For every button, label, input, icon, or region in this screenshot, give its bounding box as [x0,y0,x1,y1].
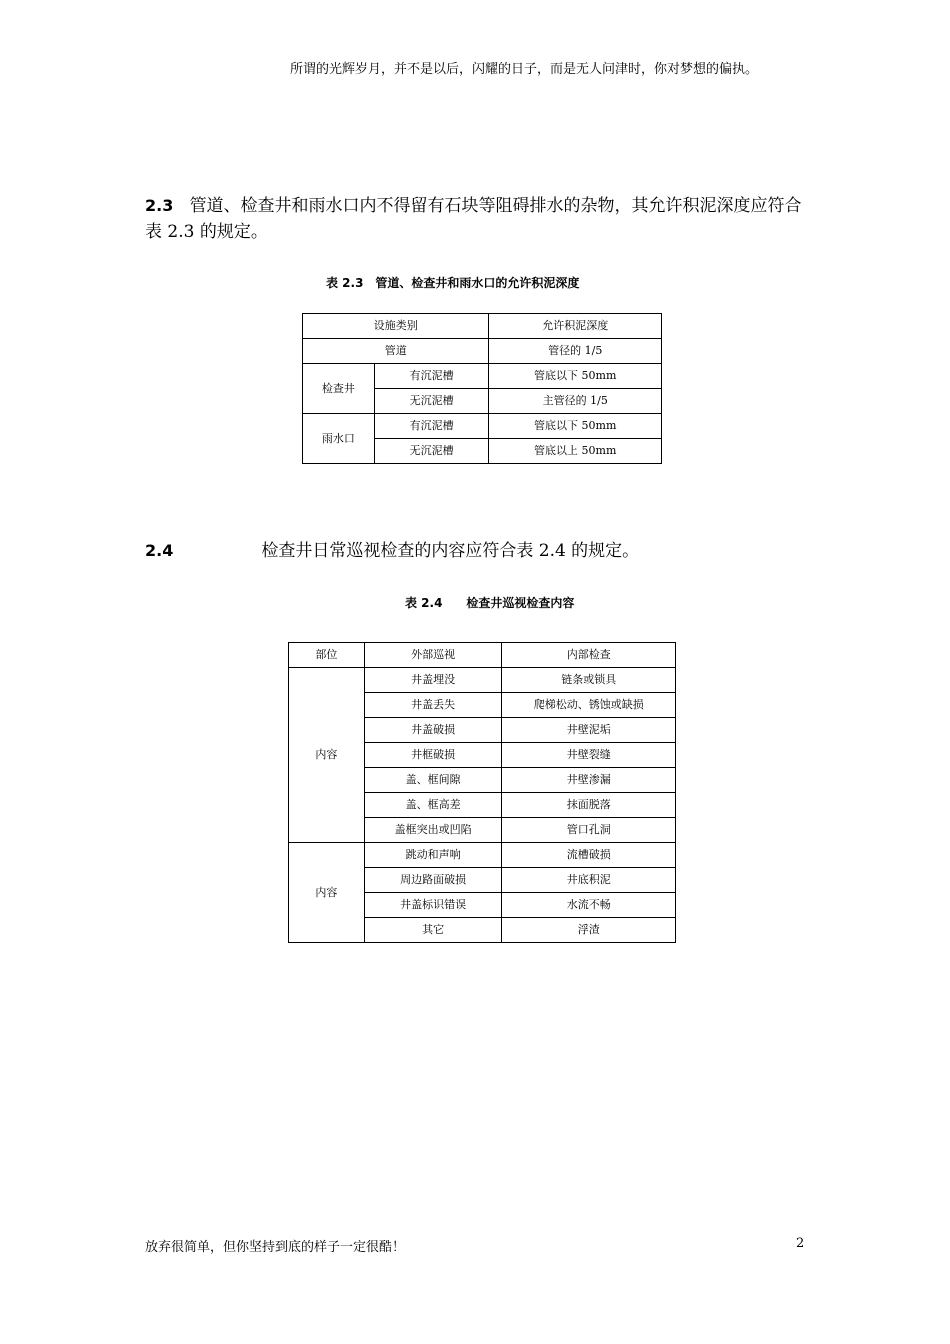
table-cell: 管口孔洞 [502,818,676,843]
table-cell: 井盖埋没 [364,668,502,693]
table-cell: 无沉泥槽 [374,439,489,464]
table-2-3-caption: 表 2.3 管道、检查井和雨水口的允许积泥深度 [326,276,580,290]
table-cell: 井壁渗漏 [502,768,676,793]
table-row [303,339,662,364]
table-cell: 有沉泥槽 [374,364,489,389]
footer-motto: 放弃很简单，但你坚持到底的样子一定很酷！ [145,1240,406,1255]
table-header-row [303,314,662,339]
table-2-4-caption: 表 2.4 检查井巡视检查内容 [405,596,575,610]
table-header-row [289,643,676,668]
table-cell: 其它 [364,918,502,943]
table-cell: 井壁裂缝 [502,743,676,768]
header-cell: 允许积泥深度 [489,314,662,339]
header-cell: 设施类别 [303,314,489,339]
table-cell: 盖、框间隙 [364,768,502,793]
section-number: 2.3 [145,196,174,215]
group-cell: 内容 [289,668,365,843]
table-row [303,364,662,389]
table-row [289,668,676,693]
section-2-3-paragraph [145,193,810,245]
table-cell: 井盖破损 [364,718,502,743]
table-row [303,414,662,439]
header-quote: 所谓的光辉岁月，并不是以后，闪耀的日子，而是无人问津时，你对梦想的偏执。 [290,62,759,77]
group-cell: 内容 [289,843,365,943]
table-cell: 周边路面破损 [364,868,502,893]
table-cell: 爬梯松动、锈蚀或缺损 [502,693,676,718]
page-number: 2 [796,1236,805,1251]
table-cell: 管底以下 50mm [489,414,662,439]
table-cell: 浮渣 [502,918,676,943]
table-cell: 井框破损 [364,743,502,768]
group-cell: 雨水口 [303,414,375,464]
table-cell: 水流不畅 [502,893,676,918]
table-cell: 管道 [303,339,489,364]
table-cell: 流槽破损 [502,843,676,868]
table-cell: 井壁泥垢 [502,718,676,743]
table-cell: 井盖丢失 [364,693,502,718]
table-cell: 抹面脱落 [502,793,676,818]
table-2-4 [288,642,676,943]
table-cell: 管底以上 50mm [489,439,662,464]
table-2-3 [302,313,662,464]
section-number: 2.4 [145,541,174,560]
table-cell: 有沉泥槽 [374,414,489,439]
section-2-4-paragraph [145,538,810,564]
header-cell: 部位 [289,643,365,668]
table-cell: 跳动和声响 [364,843,502,868]
table-cell: 管径的 1/5 [489,339,662,364]
header-cell: 外部巡视 [364,643,502,668]
table-cell: 井盖标识错误 [364,893,502,918]
table-cell: 管底以下 50mm [489,364,662,389]
table-cell: 主管径的 1/5 [489,389,662,414]
group-cell: 检查井 [303,364,375,414]
section-text: 检查井日常巡视检查的内容应符合表 2.4 的规定。 [261,541,640,561]
table-cell: 井底积泥 [502,868,676,893]
header-cell: 内部检查 [502,643,676,668]
table-cell: 盖框突出或凹陷 [364,818,502,843]
section-text: 管道、检查井和雨水口内不得留有石块等阻碍排水的杂物，其允许积泥深度应符合表 2.3 的规定。 [145,196,802,242]
table-cell: 链条或锁具 [502,668,676,693]
table-cell: 盖、框高差 [364,793,502,818]
table-cell: 无沉泥槽 [374,389,489,414]
table-row [289,843,676,868]
